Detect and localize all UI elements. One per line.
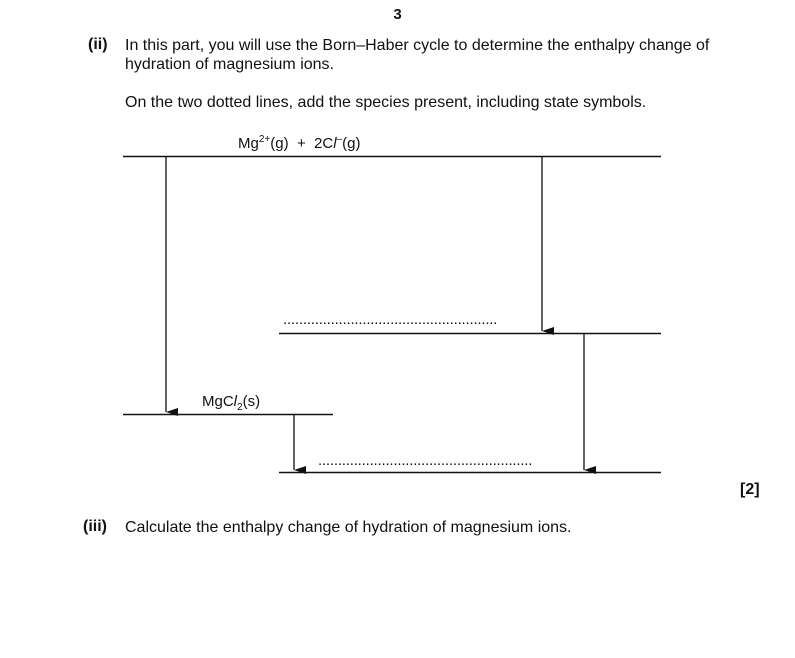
part-iii-text: Calculate the enthalpy change of hydration of magnesium ions. <box>125 519 572 536</box>
page-number: 3 <box>393 6 402 23</box>
part-ii-label: (ii) <box>88 36 108 53</box>
part-ii-instruction: On the two dotted lines, add the species present, including state symbols. <box>125 94 647 111</box>
part-ii-line-1: In this part, you will use the Born–Haber cycle to determine the enthalpy change of <box>125 37 710 54</box>
species-gaseous-ions: $Mg^{2+}(g) + 2Cl^-(g)$ <box>238 134 361 152</box>
dotted-answer-line-lower[interactable]: ...................................................... <box>318 452 533 469</box>
part-ii-line-2: hydration of magnesium ions. <box>125 56 334 73</box>
species-lattice: MgCl$_2$(s) <box>202 393 261 413</box>
part-iii-label: (iii) <box>83 518 107 535</box>
dotted-answer-line-upper[interactable]: ...................................................... <box>283 311 498 328</box>
marks-badge: [2] <box>740 481 760 498</box>
